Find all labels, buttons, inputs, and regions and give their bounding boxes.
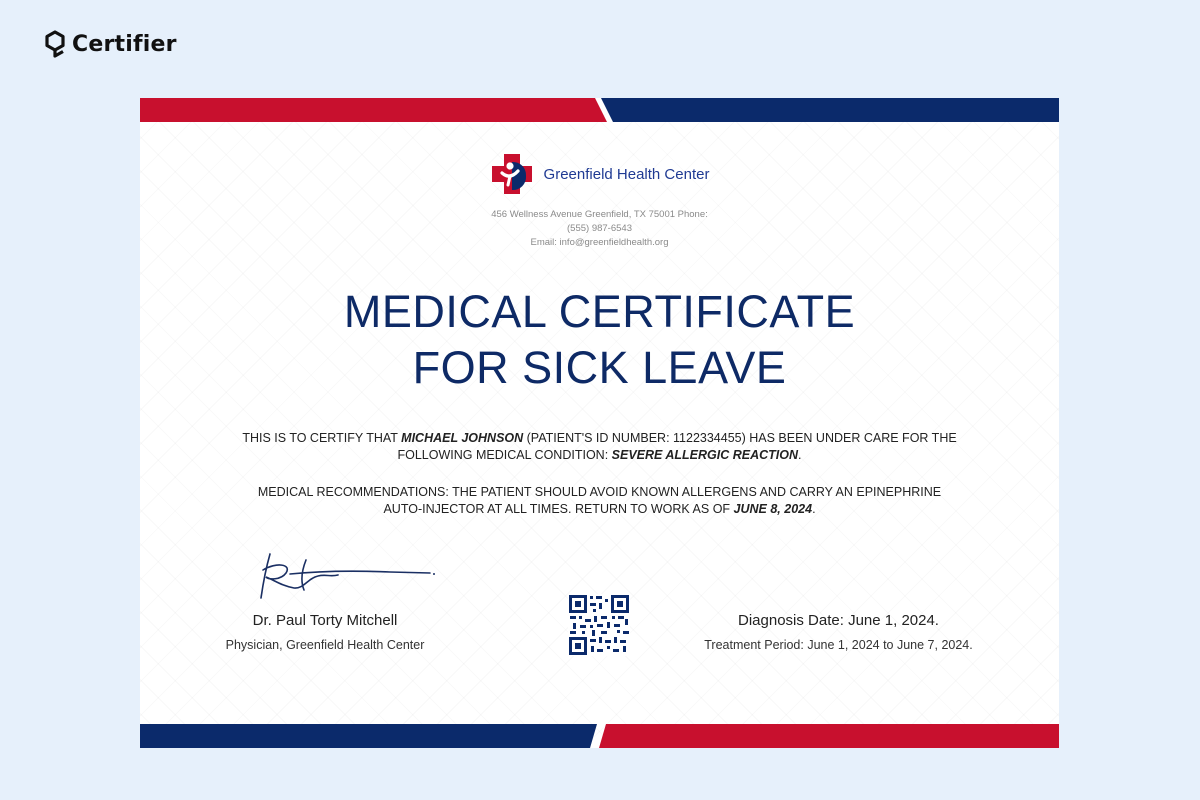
- doctor-role: Physician, Greenfield Health Center: [225, 638, 425, 652]
- diagnosis-date: Diagnosis Date: June 1, 2024.: [738, 612, 939, 629]
- certifier-brand: [44, 30, 177, 58]
- org-header: [140, 152, 1059, 196]
- org-address: [140, 208, 1059, 250]
- medical-recommendations: [240, 484, 959, 518]
- email-line: Email: info@greenfieldhealth.org: [530, 237, 669, 248]
- return-date: JUNE 8, 2024: [733, 502, 813, 516]
- title-line-2: FOR SICK LEAVE: [412, 342, 787, 393]
- statement-text: .: [798, 448, 802, 462]
- brand-name: Certifier: [72, 31, 177, 57]
- certificate-title: [140, 284, 1059, 396]
- qr-code-icon: [568, 594, 630, 656]
- doctor-name: Dr. Paul Torty Mitchell: [252, 612, 398, 629]
- statement-text: THIS IS TO CERTIFY THAT: [242, 431, 402, 445]
- statement-text: (PATIENT'S ID NUMBER: 1122334455) HAS BEEN UNDER CARE FOR THE FOLLOWING MEDICAL CONDITION:: [397, 431, 957, 462]
- certifier-logo-icon: [44, 30, 66, 58]
- patient-name: MICHAEL JOHNSON: [401, 431, 524, 445]
- address-line: 456 Wellness Avenue Greenfield, TX 75001 Phone:: [491, 209, 708, 220]
- phone-line: (555) 987-6543: [567, 223, 632, 234]
- treatment-period: Treatment Period: June 1, 2024 to June 7, 2024.: [704, 638, 973, 652]
- certification-statement: [240, 430, 959, 464]
- bottom-stripe: [140, 724, 1059, 748]
- recommendation-text: MEDICAL RECOMMENDATIONS: THE PATIENT SHOULD AVOID KNOWN ALLERGENS AND CARRY AN EPINEPHRINE AUTO-INJECTOR AT ALL TIMES. RETURN TO WORK AS OF: [257, 485, 942, 516]
- top-stripe: [140, 98, 1059, 122]
- medical-condition: SEVERE ALLERGIC REACTION: [611, 448, 798, 462]
- org-name: Greenfield Health Center: [543, 165, 710, 183]
- medical-cross-logo-icon: [490, 152, 534, 196]
- recommendation-text: .: [812, 502, 816, 516]
- signature-icon: [260, 550, 440, 606]
- title-line-1: MEDICAL CERTIFICATE: [343, 286, 856, 337]
- certificate: [140, 98, 1059, 748]
